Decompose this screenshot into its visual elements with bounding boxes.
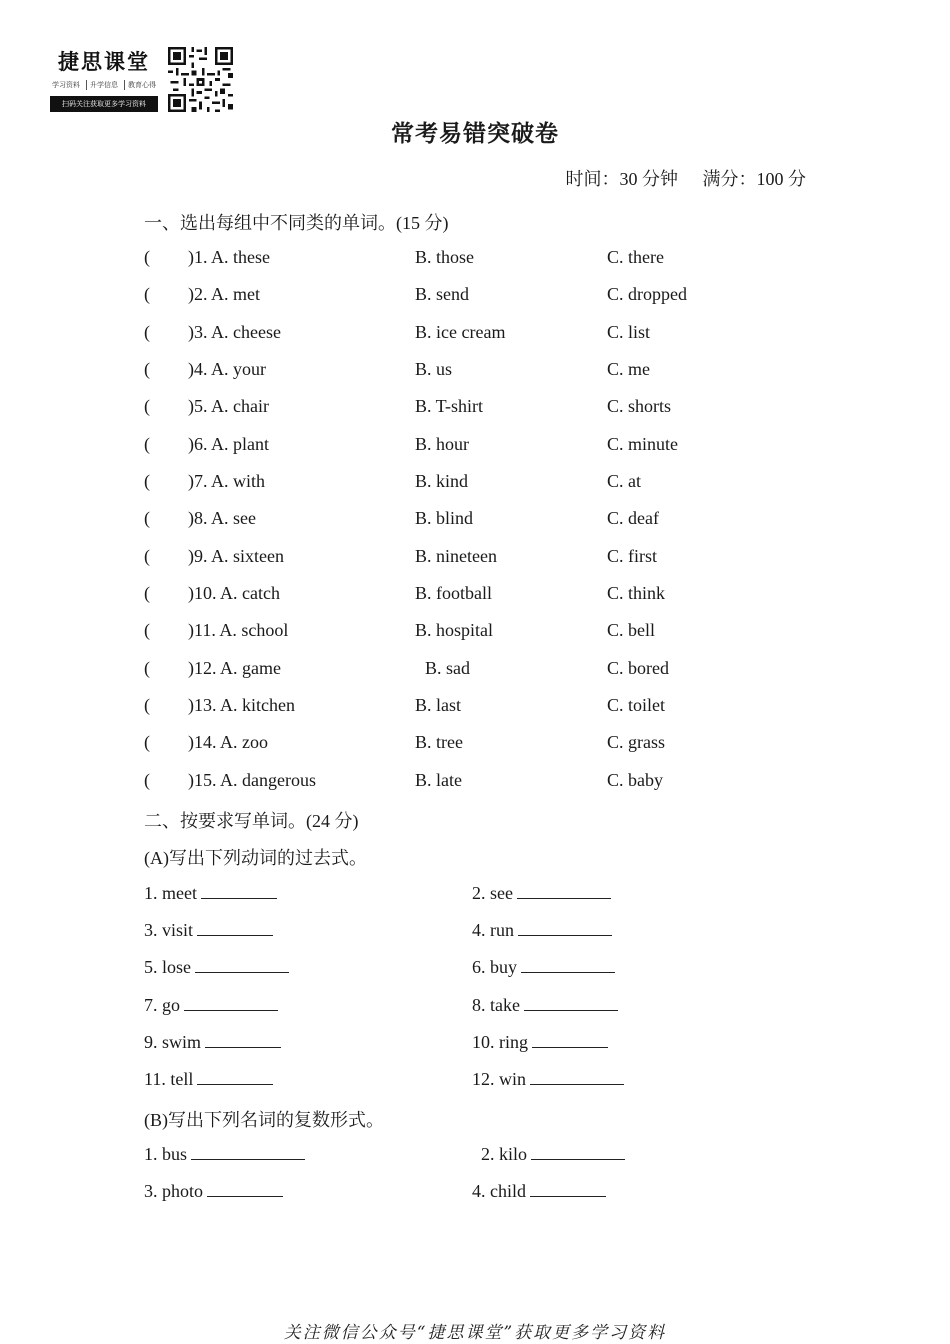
- section-2-heading: 二、按要求写单词。(24 分): [144, 811, 359, 831]
- fill-item-label: 12. win: [472, 1069, 526, 1089]
- answer-paren: (: [144, 247, 150, 267]
- option-a: )6. A. plant: [188, 434, 269, 454]
- option-b: B. sad: [425, 658, 470, 678]
- answer-paren: (: [144, 322, 150, 342]
- option-a: )14. A. zoo: [188, 732, 268, 752]
- exam-score: 满分：100 分: [702, 169, 806, 189]
- fill-item-label: 10. ring: [472, 1032, 528, 1052]
- exam-time: 时间：30 分钟: [565, 169, 678, 189]
- option-a: )12. A. game: [188, 658, 281, 678]
- logo-tag: 升学信息: [86, 80, 118, 90]
- fill-item: [144, 919, 273, 941]
- option-c: C. think: [607, 583, 666, 603]
- answer-blank[interactable]: [530, 1180, 606, 1197]
- fill-item: [472, 919, 612, 941]
- option-c: C. deaf: [607, 508, 659, 528]
- fill-item-label: 7. go: [144, 995, 180, 1015]
- option-a: )5. A. chair: [188, 396, 269, 416]
- fill-item-label: 2. kilo: [481, 1144, 528, 1164]
- option-b: B. last: [415, 695, 462, 715]
- answer-blank[interactable]: [197, 919, 273, 936]
- part-a-heading: (A)写出下列动词的过去式。: [144, 848, 367, 868]
- logo-tags: [50, 80, 158, 90]
- option-c: C. there: [607, 247, 664, 267]
- option-b: B. kind: [415, 471, 469, 491]
- answer-blank[interactable]: [191, 1143, 305, 1160]
- fill-item-label: 4. run: [472, 920, 514, 940]
- answer-blank[interactable]: [524, 994, 618, 1011]
- option-a: )10. A. catch: [188, 583, 280, 603]
- answer-paren: (: [144, 620, 150, 640]
- answer-blank[interactable]: [521, 956, 615, 973]
- option-b: B. those: [415, 247, 475, 267]
- option-b: B. tree: [415, 732, 463, 752]
- option-c: C. bell: [607, 620, 655, 640]
- option-b: B. T-shirt: [415, 396, 484, 416]
- option-a: )1. A. these: [188, 247, 270, 267]
- logo-bar: 扫码关注获取更多学习资料: [50, 96, 158, 112]
- part-b-heading: (B)写出下列名词的复数形式。: [144, 1110, 384, 1130]
- option-b: B. ice cream: [415, 322, 506, 342]
- fill-item-label: 1. meet: [144, 883, 197, 903]
- fill-item: [472, 882, 611, 904]
- qr-code-icon: [168, 47, 233, 112]
- option-c: C. grass: [607, 732, 665, 752]
- fill-item-label: 3. visit: [144, 920, 194, 940]
- option-b: B. blind: [415, 508, 474, 528]
- logo-tag: 学习资料: [52, 81, 80, 89]
- fill-item-label: 8. take: [472, 995, 520, 1015]
- option-a: )11. A. school: [188, 620, 289, 640]
- fill-item: [472, 1031, 608, 1053]
- option-c: C. shorts: [607, 396, 672, 416]
- answer-paren: (: [144, 359, 150, 379]
- option-c: C. me: [607, 359, 650, 379]
- option-b: B. us: [415, 359, 453, 379]
- answer-blank[interactable]: [205, 1031, 281, 1048]
- fill-item: [144, 1068, 273, 1090]
- answer-paren: (: [144, 396, 150, 416]
- option-b: B. hour: [415, 434, 469, 454]
- answer-blank[interactable]: [518, 919, 612, 936]
- page-title: 常考易错突破卷: [391, 121, 559, 146]
- answer-blank[interactable]: [532, 1031, 608, 1048]
- logo-title: 捷思课堂: [58, 49, 150, 74]
- answer-paren: (: [144, 695, 150, 715]
- fill-item: [144, 1143, 305, 1165]
- option-c: C. list: [607, 322, 651, 342]
- fill-item: [472, 1068, 624, 1090]
- fill-item: [472, 956, 615, 978]
- answer-blank[interactable]: [207, 1180, 283, 1197]
- answer-paren: (: [144, 434, 150, 454]
- option-b: B. hospital: [415, 620, 494, 640]
- option-a: )3. A. cheese: [188, 322, 281, 342]
- answer-blank[interactable]: [531, 1143, 625, 1160]
- fill-item-label: 1. bus: [144, 1144, 188, 1164]
- fill-item: [481, 1143, 625, 1165]
- answer-paren: (: [144, 284, 150, 304]
- option-a: )13. A. kitchen: [188, 695, 295, 715]
- fill-item: [472, 994, 618, 1016]
- exam-meta: [566, 165, 807, 191]
- option-c: C. baby: [607, 770, 663, 790]
- option-a: )9. A. sixteen: [188, 546, 284, 566]
- option-a: )7. A. with: [188, 471, 266, 491]
- option-c: C. dropped: [607, 284, 687, 304]
- answer-paren: (: [144, 471, 150, 491]
- fill-item: [144, 882, 277, 904]
- fill-item: [144, 956, 289, 978]
- fill-item: [144, 994, 278, 1016]
- option-c: C. minute: [607, 434, 678, 454]
- fill-item: [144, 1031, 281, 1053]
- answer-paren: (: [144, 770, 150, 790]
- answer-paren: (: [144, 583, 150, 603]
- option-c: C. first: [607, 546, 658, 566]
- answer-paren: (: [144, 546, 150, 566]
- option-c: C. at: [607, 471, 641, 491]
- option-a: )8. A. see: [188, 508, 256, 528]
- fill-item: [472, 1180, 606, 1202]
- fill-item-label: 2. see: [472, 883, 513, 903]
- option-b: B. nineteen: [415, 546, 497, 566]
- answer-blank[interactable]: [184, 994, 278, 1011]
- option-b: B. late: [415, 770, 462, 790]
- option-b: B. football: [415, 583, 492, 603]
- publisher-logo: [50, 46, 158, 112]
- answer-blank[interactable]: [517, 882, 611, 899]
- option-a: )4. A. your: [188, 359, 266, 379]
- fill-item-label: 4. child: [472, 1181, 526, 1201]
- fill-item-label: 3. photo: [144, 1181, 204, 1201]
- answer-blank[interactable]: [530, 1068, 624, 1085]
- logo-tag: 教育心得: [124, 80, 156, 90]
- answer-paren: (: [144, 732, 150, 752]
- section-1-heading: 一、选出每组中不同类的单词。(15 分): [144, 213, 449, 233]
- option-a: )15. A. dangerous: [188, 770, 316, 790]
- fill-item-label: 11. tell: [144, 1069, 194, 1089]
- fill-item-label: 9. swim: [144, 1032, 202, 1052]
- option-b: B. send: [415, 284, 469, 304]
- fill-item-label: 5. lose: [144, 957, 191, 977]
- answer-blank[interactable]: [201, 882, 277, 899]
- footer-note: 关注微信公众号“捷思课堂”获取更多学习资料: [283, 1323, 667, 1343]
- answer-paren: (: [144, 658, 150, 678]
- option-a: )2. A. met: [188, 284, 260, 304]
- answer-paren: (: [144, 508, 150, 528]
- option-c: C. toilet: [607, 695, 665, 715]
- option-c: C. bored: [607, 658, 669, 678]
- answer-blank[interactable]: [195, 956, 289, 973]
- fill-item-label: 6. buy: [472, 957, 517, 977]
- fill-item: [144, 1180, 283, 1202]
- answer-blank[interactable]: [197, 1068, 273, 1085]
